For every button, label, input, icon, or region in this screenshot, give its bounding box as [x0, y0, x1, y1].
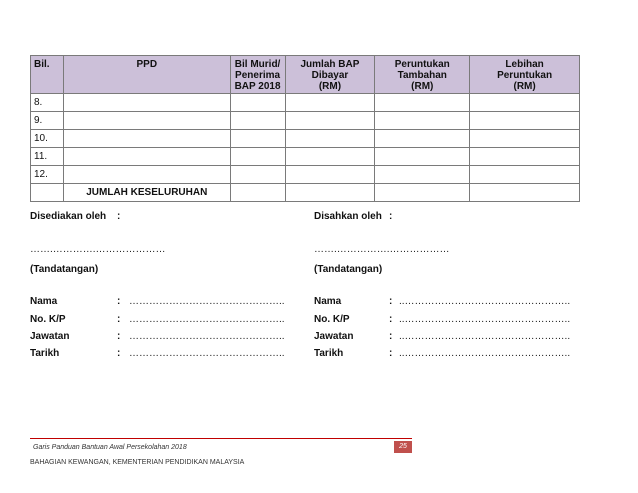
cell-ppd [63, 94, 230, 112]
prepared-tarikh-colon: : [117, 348, 121, 359]
approved-jawatan-colon: : [389, 331, 393, 342]
cell-murid [230, 112, 285, 130]
header-ppd: PPD [63, 56, 230, 94]
prepared-nama-label: Nama [30, 296, 58, 307]
cell-total-lebihan [470, 184, 580, 202]
cell-ppd [63, 148, 230, 166]
page-number-badge: 25 [394, 441, 412, 453]
prepared-nokp-colon: : [117, 314, 121, 325]
cell-total-peruntukan [375, 184, 470, 202]
approved-tarikh-label: Tarikh [314, 348, 344, 359]
approved-jawatan-dots: ..………………………………………….. [399, 331, 571, 342]
prepared-signature-label: (Tandatangan) [30, 264, 99, 275]
row-number: 9. [31, 112, 64, 130]
bap-table [30, 55, 580, 202]
header-lebihan-line: Lebihan [505, 59, 544, 70]
approved-nama-colon: : [389, 296, 393, 307]
header-bil-murid-line: BAP 2018 [234, 81, 281, 92]
cell-jumlah [285, 166, 375, 184]
cell-ppd [63, 166, 230, 184]
prepared-nama-colon: : [117, 296, 121, 307]
prepared-by-label: Disediakan oleh [30, 211, 107, 222]
approved-signature-label: (Tandatangan) [314, 264, 383, 275]
table-row [31, 148, 580, 166]
header-jumlah-line: Dibayar [311, 70, 349, 81]
cell-jumlah [285, 148, 375, 166]
cell-murid [230, 130, 285, 148]
header-peruntukan-line: (RM) [411, 81, 434, 92]
approved-nama-label: Nama [314, 296, 342, 307]
row-number: 8. [31, 94, 64, 112]
cell-jumlah [285, 94, 375, 112]
table-row [31, 112, 580, 130]
prepared-tarikh-dots: ……………………………………….. [129, 348, 285, 359]
cell-jumlah [285, 112, 375, 130]
approved-nokp-dots: ..………………………………………….. [399, 314, 571, 325]
header-jumlah-line: Jumlah BAP [300, 59, 360, 70]
approved-by-label: Disahkan oleh [314, 211, 382, 222]
header-bil: Bil. [31, 56, 64, 94]
footer-guide-title: Garis Panduan Bantuan Awal Persekolahan 2018 [33, 444, 187, 451]
prepared-tarikh-label: Tarikh [30, 348, 60, 359]
total-label: JUMLAH KESELURUHAN [63, 184, 230, 202]
cell-peruntukan [375, 166, 470, 184]
header-jumlah-bap [285, 56, 375, 94]
header-bil-murid-line: Bil Murid/ [234, 59, 281, 70]
cell-lebihan [470, 112, 580, 130]
cell-ppd [63, 112, 230, 130]
cell-lebihan [470, 148, 580, 166]
cell-peruntukan [375, 148, 470, 166]
cell-lebihan [470, 94, 580, 112]
approved-by-colon: : [389, 211, 393, 222]
prepared-jawatan-colon: : [117, 331, 121, 342]
prepared-jawatan-dots: ……………………………………….. [129, 331, 285, 342]
prepared-jawatan-label: Jawatan [30, 331, 70, 342]
prepared-signature-line: …….………….………………… [30, 244, 166, 255]
approved-nokp-label: No. K/P [314, 314, 350, 325]
cell-peruntukan [375, 130, 470, 148]
header-lebihan-peruntukan [470, 56, 580, 94]
cell-ppd [63, 130, 230, 148]
approved-jawatan-label: Jawatan [314, 331, 354, 342]
footer-department: BAHAGIAN KEWANGAN, KEMENTERIAN PENDIDIKAN MALAYSIA [30, 459, 245, 466]
header-peruntukan-line: Peruntukan [394, 59, 450, 70]
table-header-row [31, 56, 580, 94]
footer-divider [30, 438, 412, 439]
header-bil-murid-line: Penerima [235, 70, 281, 81]
total-row [31, 184, 580, 202]
approved-tarikh-dots: ..………………………………………….. [399, 348, 571, 359]
cell-murid [230, 94, 285, 112]
header-bil-murid [230, 56, 285, 94]
table-row [31, 130, 580, 148]
prepared-nama-dots: ……………………………………….. [129, 296, 285, 307]
cell-lebihan [470, 166, 580, 184]
prepared-by-colon: : [117, 211, 121, 222]
approved-nokp-colon: : [389, 314, 393, 325]
cell-murid [230, 148, 285, 166]
cell-peruntukan [375, 112, 470, 130]
approved-tarikh-colon: : [389, 348, 393, 359]
header-peruntukan-tambahan [375, 56, 470, 94]
cell-total-jumlah [285, 184, 375, 202]
approved-signature-line: …….…………….……………… [314, 244, 450, 255]
header-lebihan-line: Peruntukan [497, 70, 553, 81]
cell-total-murid [230, 184, 285, 202]
prepared-nokp-label: No. K/P [30, 314, 66, 325]
cell-total-bil [31, 184, 64, 202]
header-jumlah-line: (RM) [318, 81, 342, 92]
prepared-nokp-dots: ……………………………………….. [129, 314, 285, 325]
row-number: 11. [31, 148, 64, 166]
header-peruntukan-line: Tambahan [397, 70, 447, 81]
row-number: 10. [31, 130, 64, 148]
cell-jumlah [285, 130, 375, 148]
cell-peruntukan [375, 94, 470, 112]
cell-lebihan [470, 130, 580, 148]
header-lebihan-line: (RM) [513, 81, 536, 92]
table-row [31, 166, 580, 184]
approved-nama-dots: ..………………………………………….. [399, 296, 571, 307]
row-number: 12. [31, 166, 64, 184]
cell-murid [230, 166, 285, 184]
table-row [31, 94, 580, 112]
